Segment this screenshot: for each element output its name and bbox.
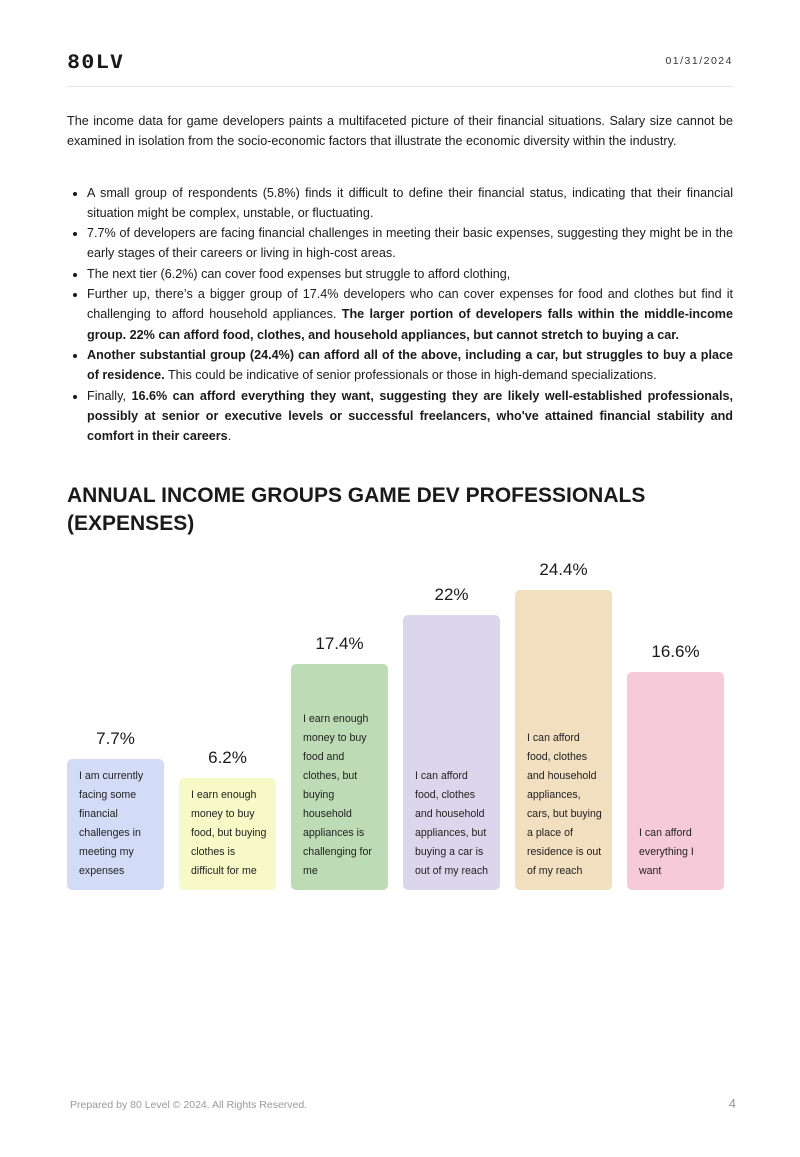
text: Finally, — [87, 388, 132, 403]
bar-column — [403, 584, 500, 890]
bar-description: I can afford everything I want — [639, 826, 694, 877]
bar — [67, 759, 164, 890]
bar — [403, 615, 500, 890]
logo: 80LV — [67, 51, 125, 73]
bar — [291, 664, 388, 891]
bold-text: Another substantial group (24.4%) can afford all of the above, including a car, but struggles to buy a place of residence. — [87, 347, 733, 383]
text: Further up, there’s a bigger group of 17.4% developers who can cover expenses for food and clothes but find it challenging to afford household appliances. — [87, 287, 733, 322]
bullet-item — [87, 345, 733, 386]
text: This could be indicative of senior professionals or those in high-demand specializations. — [164, 368, 657, 383]
bar-value-label: 22% — [434, 585, 469, 605]
bar-value-label: 16.6% — [651, 642, 700, 662]
content — [67, 111, 733, 890]
chart-title: ANNUAL INCOME GROUPS GAME DEV PROFESSIONALS (EXPENSES) — [67, 484, 646, 536]
bold-text: 16.6% can afford everything they want, suggesting they are likely well-established professionals, possibly at senior or executive levels or successful freelancers, who've attained financial stability and comfort in their careers — [87, 388, 733, 444]
page-number: 4 — [728, 1096, 736, 1111]
bar-column — [291, 633, 388, 891]
footer-text: Prepared by 80 Level © 2024. All Rights Reserved. — [70, 1099, 308, 1111]
text: The next tier (6.2%) can cover food expenses but struggle to afford clothing, — [87, 266, 511, 281]
bullet-item — [87, 386, 733, 447]
date: 01/31/2024 — [665, 55, 733, 67]
bar-column — [179, 747, 276, 891]
bullet-item — [87, 264, 733, 284]
bar-chart — [67, 552, 733, 890]
bar-value-label: 24.4% — [539, 560, 588, 580]
text: . — [227, 429, 232, 444]
bold-text: The larger portion of developers falls within the middle-income group. 22% can afford food, clothes, and household appliances, but cannot stretch to buying a car. — [87, 307, 734, 342]
bar-description: I earn enough money to buy food and clothes, but buying household appliances is challenging for me — [303, 713, 372, 877]
intro-paragraph: The income data for game developers paints a multifaceted picture of their financial situations. Salary size cannot be examined in isolation from the socio-economic factors that illustrate the economic diversity within the industry. — [67, 114, 733, 149]
bar-column — [67, 728, 164, 890]
bar-column — [627, 641, 724, 890]
page-header — [67, 52, 733, 87]
bar — [515, 590, 612, 890]
bullet-list — [67, 183, 733, 447]
bar — [627, 672, 724, 890]
bullet-item — [87, 284, 733, 345]
bar-description: I can afford food, clothes and household appliances, but buying a car is out of my reach — [415, 770, 489, 877]
bar-value-label: 17.4% — [315, 633, 364, 653]
bar-description: I earn enough money to buy food, but buying clothes is difficult for me — [191, 788, 267, 877]
bar-description: I can afford food, clothes and household appliances, cars, but buying a place of residence is out of my reach — [527, 732, 602, 877]
bar-description: I am currently facing some financial challenges in meeting my expenses — [79, 770, 144, 877]
text: A small group of respondents (5.8%) finds it difficult to define their financial status, indicating that their financial situation might be complex, unstable, or fluctuating. — [87, 185, 733, 220]
bar-column — [515, 559, 612, 890]
bullet-item — [87, 223, 733, 264]
bar-value-label: 6.2% — [208, 747, 247, 767]
text: 7.7% of developers are facing financial challenges in meeting their basic expenses, suggesting they might be in the early stages of their careers or living in high-cost areas. — [87, 226, 733, 261]
bullet-item — [87, 183, 733, 224]
bar — [179, 778, 276, 891]
bar-value-label: 7.7% — [96, 729, 135, 749]
